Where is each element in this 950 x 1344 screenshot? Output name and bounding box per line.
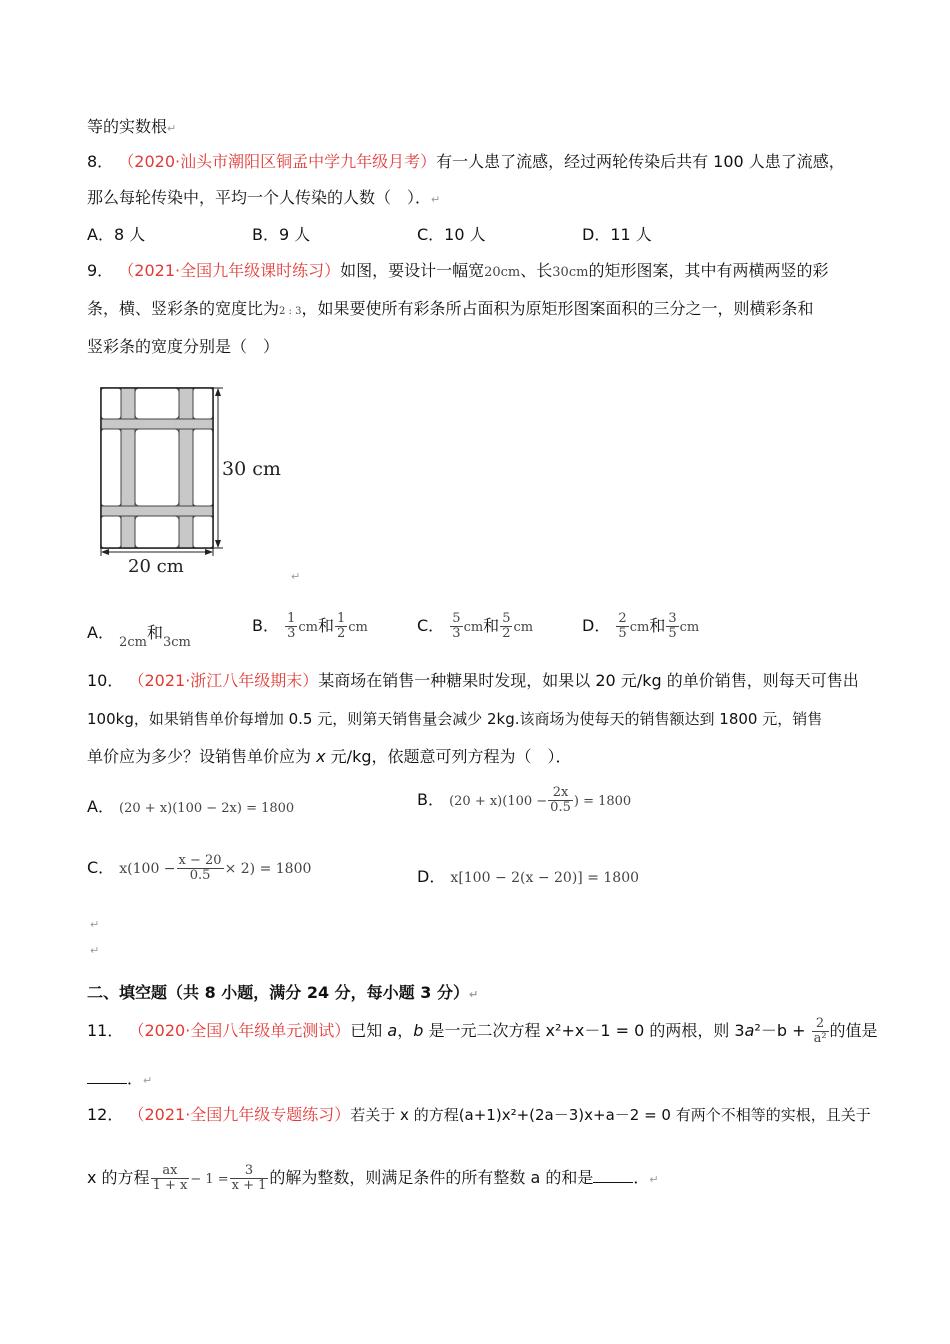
height-label: 30 cm [222,458,281,480]
question-source: （2020·汕头市潮阳区铜孟中学九年级月考） [118,152,437,171]
option-c: C．10 人 [417,225,486,244]
q10-option-b: B． (20 + x)(100 − $\frac{2x}{0.5}$ ) = 1800 [417,785,632,815]
answer-blank[interactable] [87,1069,127,1084]
option-b: B．9 人 [252,225,311,244]
question-source: （2021·全国九年级专题练习） [128,1105,351,1124]
rectangle-pattern-figure [95,383,325,593]
question-number: 10． [87,671,124,690]
q9-option-a: A． $_{2cm}$和$_{3cm}$ [87,623,191,650]
question-10-line-1: 10． （2021·浙江八年级期末）某商场在销售一种糖果时发现，如果以 20 元/kg 的单价销售，则每天可售出 [87,671,859,690]
question-12-line-1: 12． （2021·全国九年级专题练习）若关于 x 的方程(a+1)x²+(2a－3)x+a－2 = 0 有两个不相等的实根，且关于 [87,1105,871,1124]
question-number: 11． [87,1021,124,1040]
question-number: 12． [87,1105,124,1124]
question-10-line-3: 单价应为多少？设销售单价应为 x 元/kg，依题意可列方程为（ ）． [87,747,572,766]
q10-option-d: D． x[100 − 2(x − 20)] = 1800 [417,867,640,886]
question-8-line-2: 那么每轮传染中，平均一个人传染的人数（ ）．↵ [87,188,441,207]
q10-option-c: C． x(100 − $\frac{x - 20}{0.5}$ × 2) = 1800 [87,853,312,883]
continuation-text: 等的实数根↵ [87,117,177,136]
section-title: 二、填空题（共 8 小题，满分 24 分，每小题 3 分）↵ [87,983,479,1002]
question-9-line-3: 竖彩条的宽度分别是（ ） [87,337,280,356]
question-source: （2021·浙江八年级期末） [128,671,319,690]
question-number: 8． [87,152,114,171]
answer-blank[interactable] [593,1168,633,1183]
question-9-line-1: 9． （2021·全国九年级课时练习）如图，要设计一幅宽20cm、长30cm的矩形图案，其中有两横两竖的彩 [87,261,829,280]
question-11-line-1: 11． （2020·全国八年级单元测试）已知 a，b 是一元二次方程 x²+x－1 = 0 的两根，则 3a²－b + $\frac{2}{\text{a²}}$ 的值是 [87,1016,878,1046]
question-source: （2020·全国八年级单元测试） [128,1021,351,1040]
option-d: D．11 人 [582,225,652,244]
question-number: 9． [87,261,114,280]
document-page: 等的实数根↵ 8． （2020·汕头市潮阳区铜孟中学九年级月考）有一人患了流感，经过两轮传染后共有 100 人患了流感， 那么每轮传染中，平均一个人传染的人数（ ）．↵ A．8 人 B．9 人 C．10 人 D．11 人 9． （2021·全国九年级课时练习）如图，要设计一幅宽20cm、长30cm的矩形图案，其中有两横两竖的彩 条，横、竖彩条的宽度比为2 : 3，如果要使所有彩条所占面积为原矩形图案面积的三分之一，则横彩条和 竖彩条的宽度分别是（ ） 30 cm 20 cm ↵ A． $_{2cm}$和$_{3cm}$ B． $\frac{1}{3}$ cm和 $\frac{1}{2}$ cm C． $\frac{5}{3}$ cm和 $\frac{5}{2}$ cm D． $\frac{2}{5}$ cm和 $\frac{3}{5}$ cm 10． （2021·浙江八年级期末）某商场在销售一种糖果时发现，如果以 20 元/kg 的单价销售，则每天可售出 100kg，如果销售单价每增加 0.5 元，则第天销售量会减少 2kg.该商场为使每天的销售额达到 1800 元，销售 单价应为多少？设销售单价应为 x 元/kg，依题意可列方程为（ ）． A． (20 + x)(100 − 2x) = 1800 B． (20 + x)(100 − $\frac{2x}{0.5}$ ) = 1800 C． x(100 − $\frac{x - 20}{0.5}$ × 2) = 1800 D． x[100 − 2(x − 20)] = 1800 ↵ ↵ 二、填空题（共 8 小题，满分 24 分，每小题 3 分）↵ 11． （2020·全国八年级单元测试）已知 a，b 是一元二次方程 x²+x－1 = 0 的两根，则 3a²－b + $\frac{2}{\text{a²}}$ 的值是 ．↵ 12． （2021·全国九年级专题练习）若关于 x 的方程(a+1)x²+(2a－3)x+a－2 = 0 有两个不相等的实根，且关于 x 的方程 $\frac{ax}{1 + x}$ − 1 = $\frac{3}{x + 1}$ 的解为整数，则满足条件的所有整数 a 的和是 ．↵ [0,0,950,1344]
question-10-line-2: 100kg，如果销售单价每增加 0.5 元，则第天销售量会减少 2kg.该商场为使每天的销售额达到 1800 元，销售 [87,710,823,728]
question-9-line-2: 条，横、竖彩条的宽度比为2 : 3，如果要使所有彩条所占面积为原矩形图案面积的三分之一，则横彩条和 [87,299,814,318]
question-source: （2021·全国九年级课时练习） [118,261,341,280]
option-a: A．8 人 [87,225,146,244]
q9-option-d: D． $\frac{2}{5}$ cm和 $\frac{3}{5}$ cm [582,611,700,641]
question-11-line-2: ．↵ [87,1068,152,1092]
question-12-line-2: x 的方程 $\frac{ax}{1 + x}$ − 1 = $\frac{3}{x + 1}$ 的解为整数，则满足条件的所有整数 a 的和是 ．↵ [87,1163,659,1193]
q9-option-c: C． $\frac{5}{3}$ cm和 $\frac{5}{2}$ cm [417,611,534,641]
pattern-diagram [95,383,325,593]
q10-option-a: A． (20 + x)(100 − 2x) = 1800 [87,797,295,816]
question-8-line-1: 8． （2020·汕头市潮阳区铜孟中学九年级月考）有一人患了流感，经过两轮传染后共有 100 人患了流感， [87,152,845,171]
q9-option-b: B． $\frac{1}{3}$ cm和 $\frac{1}{2}$ cm [252,611,368,641]
width-label: 20 cm [128,556,184,577]
